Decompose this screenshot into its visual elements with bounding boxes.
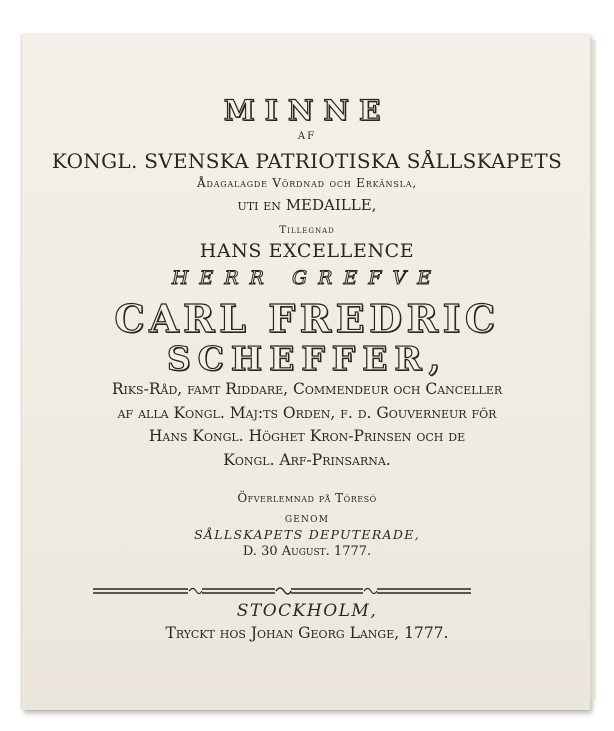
- dedication-label: Tillegnad: [279, 224, 335, 236]
- date-line: D. 30 August. 1777.: [242, 544, 372, 559]
- titles-line-1: Riks-Råd, famt Riddare, Commendeur och Canceller: [111, 380, 503, 398]
- honoree-first-name: CARL FREDRIC: [114, 296, 500, 341]
- medal-line: uti en MEDAILLE,: [237, 196, 377, 214]
- imprint-printer: Tryckt hos Johan Georg Lange, 1777.: [165, 624, 449, 642]
- deputies-line: SÅLLSKAPETS DEPUTERADE,: [194, 527, 420, 542]
- heading-minne: MINNE: [223, 94, 391, 127]
- titles-line-2: af alla Kongl. Maj:ts Orden, f. d. Gouverneur för: [117, 404, 497, 422]
- society-name: KONGL. SVENSKA PATRIOTISKA SÅLLSKAPETS: [51, 149, 563, 173]
- heading-af: AF: [297, 131, 317, 142]
- genom-label: GENOM: [284, 515, 330, 525]
- honoree-last-name: SCHEFFER,: [166, 339, 448, 378]
- count-title: HERR GREFVE: [171, 267, 443, 289]
- excellence-line: HANS EXCELLENCE: [199, 240, 415, 262]
- titles-line-4: Kongl. Arf-Prinsarna.: [223, 451, 391, 469]
- tribute-line: Ådagalagde Vördnad och Erkänsla,: [197, 176, 417, 190]
- titles-line-3: Hans Kongl. Höghet Kron-Prinsen och de: [148, 427, 466, 445]
- presented-line: Öfverlemnad på Tóresó: [237, 491, 377, 505]
- imprint-city: STOCKHOLM,: [236, 601, 378, 621]
- ornamental-rule: [93, 586, 471, 596]
